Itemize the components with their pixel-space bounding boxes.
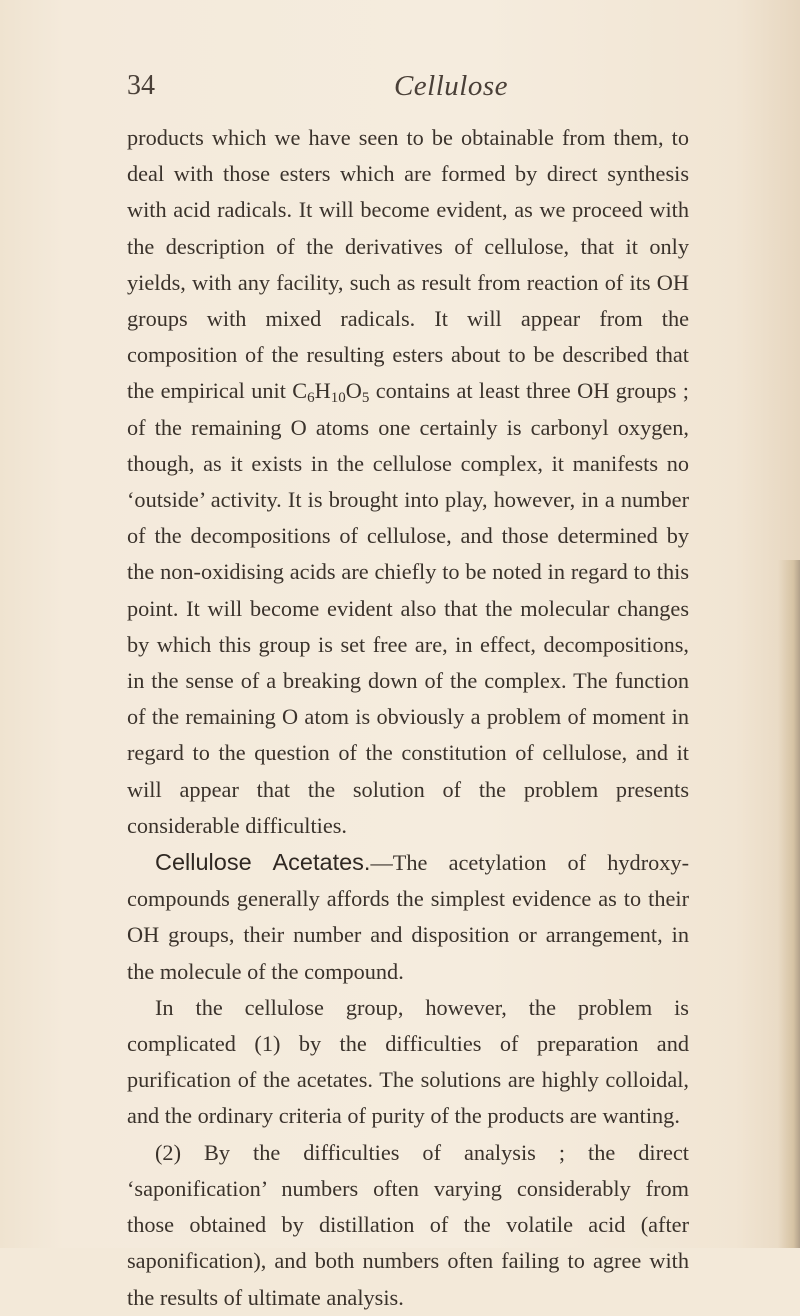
body-text	[127, 120, 689, 1316]
page-header	[127, 70, 687, 110]
paragraph-1-part-a: products which we have seen to be obtainable from them, to deal with those esters which are formed by direct synthesis with acid radicals. It will become evident, as we proceed with the description of the derivatives of cellulose, that it only yields, with any facility, such as result from reaction of its OH groups with mixed radicals. It will appear from the composition of the resulting esters about to be described that the empirical unit C	[127, 125, 689, 404]
running-head: Cellulose	[393, 70, 509, 102]
subscript-6: 6	[307, 390, 315, 407]
element-h: H	[314, 378, 331, 404]
paragraph-section	[127, 844, 689, 990]
element-o: O	[345, 378, 362, 404]
page-number: 34	[127, 70, 155, 101]
paragraph-1-part-b: contains at least three OH groups ; of the remaining O atoms one certainly is carbonyl oxygen, though, as it exists in the cellulose complex, it manifests no ‘outside’ activity. It is brought into play, however, in a number of the decompositions of cellulose, and those determined by the non-oxidising acids are chiefly to be noted in regard to this point. It will become evident also that the molecular changes by which this group is set free are, in effect, decompositions, in the sense of a breaking down of the complex. The function of the remaining O atom is obviously a problem of moment in regard to the question of the constitution of cellulose, and it will appear that the solution of the problem presents considerable difficulties.	[127, 378, 689, 838]
paragraph-3: In the cellulose group, however, the problem is complicated (1) by the difficulties of preparation and purification of the acetates. The solutions are highly colloidal, and the ordinary criteria of purity of the products are wanting.	[127, 994, 689, 1129]
subscript-5: 5	[361, 390, 370, 407]
page-edge-shadow	[778, 560, 800, 1248]
paragraph-4: (2) By the difficulties of analysis ; the direct ‘saponification’ numbers often varying considerably from those obtained by distillation of the volatile acid (after saponification), and both numbers often failing to agree with the results of ultimate analysis.	[127, 1139, 689, 1310]
section-text: —The acetylation of hydroxy-compounds generally affords the simplest evidence as to their OH groups, their number and disposition or arrangement, in the molecule of the compound.	[127, 850, 689, 984]
paragraph-1	[127, 120, 689, 844]
section-heading: Cellulose Acetates.	[155, 849, 371, 876]
subscript-10: 10	[330, 390, 346, 407]
